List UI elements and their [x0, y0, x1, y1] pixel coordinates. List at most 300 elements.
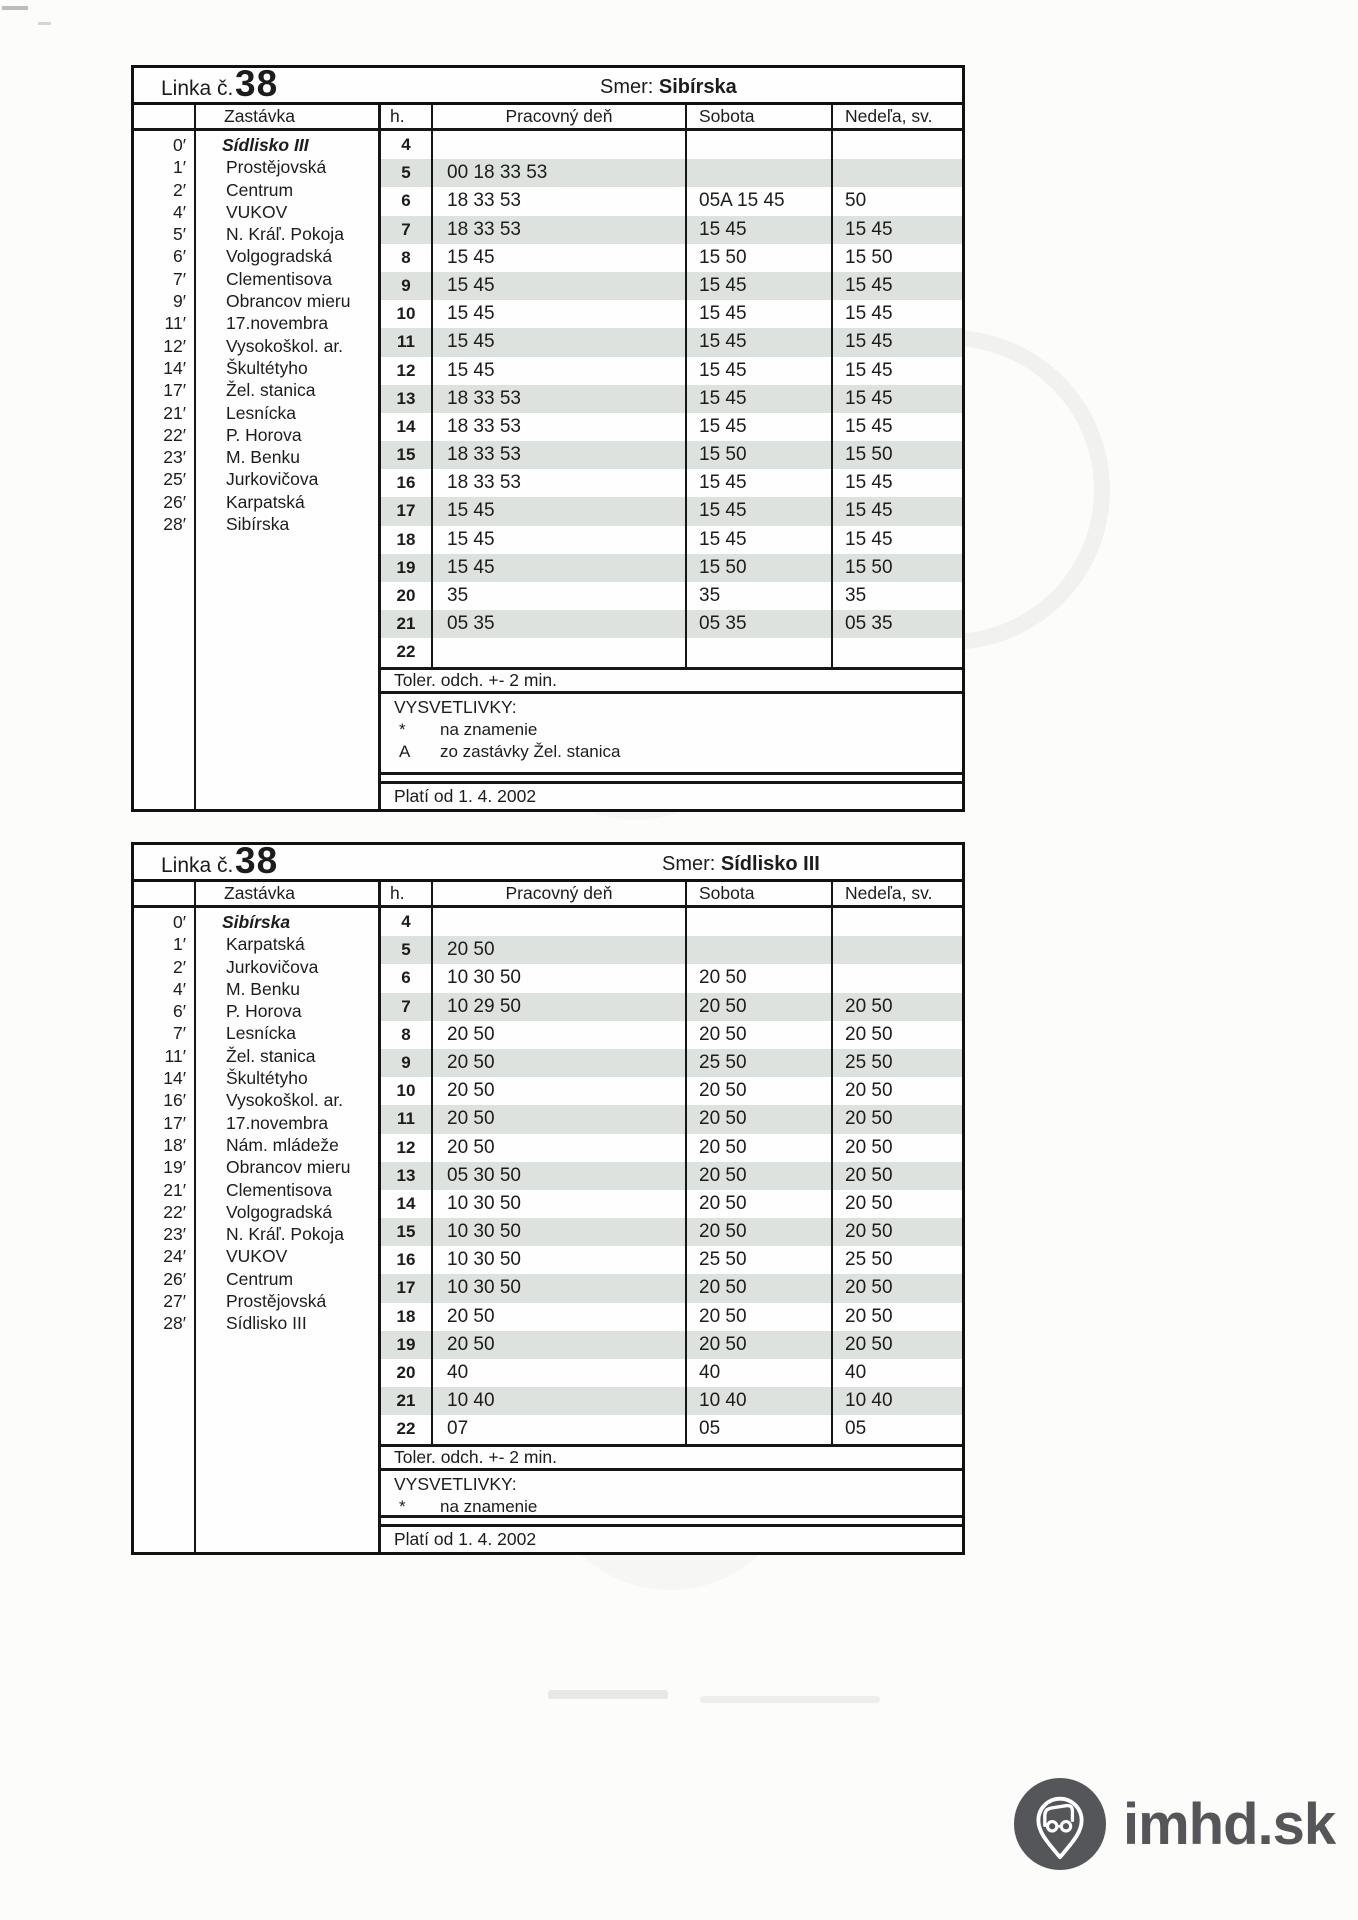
sunday-times: 25 50: [831, 1049, 962, 1077]
stop-minute-mark: 17′: [163, 1112, 186, 1133]
workday-times: 20 50: [431, 936, 685, 964]
stop-name: Sídlisko III: [226, 1313, 307, 1334]
timetable-body: [134, 105, 962, 809]
workday-times: 20 50: [431, 1331, 685, 1359]
stop-name: N. Kráľ. Pokoja: [226, 224, 344, 245]
sunday-times: 50: [831, 187, 962, 215]
sunday-times: [831, 638, 962, 666]
sunday-times: 15 50: [831, 244, 962, 272]
stop-minute-mark: 11′: [164, 1045, 186, 1066]
hour-column-header: h.: [390, 106, 405, 126]
workday-times: 15 45: [431, 526, 685, 554]
hour-label: 17: [396, 1278, 416, 1298]
saturday-times: 15 50: [685, 244, 831, 272]
imhd-logo: [1014, 1778, 1335, 1870]
hour-column-header: h.: [390, 883, 405, 903]
stop-name: N. Kráľ. Pokoja: [226, 1224, 344, 1245]
hour-label: 7: [401, 996, 411, 1016]
smer-word: Smer:: [600, 76, 654, 98]
workday-times: 18 33 53: [431, 413, 685, 441]
direction-label: [600, 76, 737, 99]
sunday-times: 20 50: [831, 1162, 962, 1190]
hour-label: 14: [396, 416, 416, 436]
stop-name: Obrancov mieru: [226, 291, 351, 312]
stop-name: Sídlisko III: [222, 135, 309, 155]
hour-row: [381, 1415, 962, 1443]
stop-name: Vysokoškol. ar.: [226, 1090, 344, 1111]
workday-times: 05 35: [431, 610, 685, 638]
line-label: Linka č.: [161, 77, 234, 100]
stop-minute-mark: 14′: [163, 1068, 186, 1089]
workday-column-header: Pracovný deň: [431, 882, 685, 905]
saturday-times: 20 50: [685, 1331, 831, 1359]
hour-label: 10: [396, 1081, 416, 1101]
stop-minute-mark: 7′: [172, 1023, 186, 1044]
hour-row: [381, 497, 962, 525]
saturday-times: [685, 908, 831, 936]
schedule-grid: [381, 105, 962, 809]
sunday-times: 20 50: [831, 993, 962, 1021]
workday-times: 10 30 50: [431, 1218, 685, 1246]
workday-times: 18 33 53: [431, 385, 685, 413]
schedule-header-row: [381, 882, 962, 908]
hour-label: 20: [396, 1363, 416, 1382]
hour-row: [381, 554, 962, 582]
hour-row: [381, 272, 962, 300]
sunday-times: 15 50: [831, 554, 962, 582]
hour-row: [381, 187, 962, 215]
sunday-times: 15 45: [831, 272, 962, 300]
stop-minute-mark: 22′: [163, 1201, 186, 1222]
stop-name: Volgogradská: [226, 1201, 333, 1222]
saturday-times: 15 45: [685, 272, 831, 300]
saturday-times: 25 50: [685, 1246, 831, 1274]
saturday-times: 25 50: [685, 1049, 831, 1077]
stop-name: VUKOV: [226, 201, 288, 222]
hour-row: [381, 1359, 962, 1387]
stop-minute-mark: 4′: [172, 978, 186, 999]
direction-name: Sídlisko III: [720, 853, 820, 875]
stop-name: Vysokoškol. ar.: [226, 335, 344, 356]
hour-row: [381, 357, 962, 385]
saturday-times: 10 40: [685, 1387, 831, 1415]
sunday-times: 20 50: [831, 1218, 962, 1246]
hour-row: [381, 1134, 962, 1162]
sunday-times: 15 45: [831, 469, 962, 497]
line-number: 38: [235, 63, 279, 104]
saturday-times: 20 50: [685, 993, 831, 1021]
travel-minutes-column: [134, 882, 196, 1552]
saturday-times: 15 45: [685, 497, 831, 525]
hour-row: [381, 328, 962, 356]
workday-times: 35: [431, 582, 685, 610]
stop-name: VUKOV: [226, 1246, 288, 1267]
stop-minute-mark: 18′: [163, 1134, 186, 1155]
legend-text: zo zastávky Žel. stanica: [440, 741, 621, 761]
direction-name: Sibírska: [658, 76, 737, 98]
legend-entry: [394, 719, 962, 741]
hour-row: [381, 964, 962, 992]
stop-minute-mark: 12′: [163, 335, 186, 356]
workday-times: 18 33 53: [431, 441, 685, 469]
hour-row: [381, 469, 962, 497]
hour-row: [381, 936, 962, 964]
stop-minute-mark: 7′: [172, 268, 186, 289]
hour-row: [381, 1077, 962, 1105]
direction-label: [662, 853, 820, 876]
hour-label: 5: [401, 163, 411, 183]
timetable-title-bar: [134, 840, 962, 882]
saturday-times: 15 45: [685, 385, 831, 413]
sunday-times: 20 50: [831, 1274, 962, 1302]
timetable-smer-sidlisko-iii: [131, 842, 965, 1555]
legend-title: VYSVETLIVKY:: [394, 1473, 517, 1494]
workday-times: 15 45: [431, 300, 685, 328]
stop-name: Škultétyho: [226, 357, 308, 378]
stop-minute-mark: 16′: [163, 1090, 186, 1111]
travel-minutes-column: [134, 105, 196, 809]
stop-minute-mark: 5′: [172, 224, 186, 245]
workday-times: 10 30 50: [431, 1274, 685, 1302]
saturday-times: 15 45: [685, 300, 831, 328]
stop-minute-mark: 1′: [172, 157, 186, 178]
saturday-times: 20 50: [685, 1162, 831, 1190]
workday-times: 40: [431, 1359, 685, 1387]
workday-column-header: Pracovný deň: [431, 105, 685, 128]
saturday-times: [685, 638, 831, 666]
sunday-times: 20 50: [831, 1134, 962, 1162]
sunday-column-header: Nedeľa, sv.: [831, 105, 962, 128]
saturday-times: 15 45: [685, 216, 831, 244]
workday-times: 15 45: [431, 554, 685, 582]
sunday-times: 15 45: [831, 357, 962, 385]
sunday-times: 15 45: [831, 526, 962, 554]
minutes-header-empty: [134, 105, 194, 131]
stop-minute-mark: 6′: [172, 1001, 186, 1022]
stop-minute-mark: 2′: [172, 956, 186, 977]
legend-box: [381, 1468, 962, 1518]
stop-name: P. Horova: [226, 1001, 302, 1022]
hour-row: [381, 1105, 962, 1133]
workday-times: 10 30 50: [431, 1190, 685, 1218]
saturday-times: 15 45: [685, 357, 831, 385]
sunday-times: 05 35: [831, 610, 962, 638]
hour-row: [381, 1331, 962, 1359]
stop-minute-mark: 27′: [163, 1291, 186, 1312]
stop-minute-mark: 23′: [163, 1224, 186, 1245]
stop-name: Clementisova: [226, 1179, 333, 1200]
workday-times: [431, 131, 685, 159]
hour-row: [381, 1162, 962, 1190]
hour-row: [381, 216, 962, 244]
hour-label: 18: [396, 529, 416, 549]
hour-label: 15: [396, 445, 416, 465]
stop-name: Prostějovská: [226, 1291, 327, 1312]
legend-entry: [394, 741, 962, 763]
hour-label: 7: [401, 219, 411, 239]
scan-smudge: [700, 1696, 880, 1703]
workday-times: 10 30 50: [431, 1246, 685, 1274]
hour-row: [381, 1190, 962, 1218]
scan-speck: [38, 22, 51, 25]
hour-label: 4: [401, 135, 411, 154]
workday-times: 20 50: [431, 1049, 685, 1077]
sunday-times: 25 50: [831, 1246, 962, 1274]
hour-label: 8: [401, 1024, 411, 1044]
hour-row: [381, 1303, 962, 1331]
saturday-times: [685, 936, 831, 964]
stop-name: Volgogradská: [226, 246, 333, 267]
scan-smudge: [548, 1690, 668, 1699]
sunday-times: 20 50: [831, 1077, 962, 1105]
legend-text: na znamenie: [440, 719, 538, 739]
hour-row: [381, 1021, 962, 1049]
saturday-times: 40: [685, 1359, 831, 1387]
stops-column: [196, 882, 381, 1552]
hour-label: 18: [396, 1306, 416, 1326]
hour-row: [381, 244, 962, 272]
sunday-times: 05: [831, 1415, 962, 1443]
sunday-times: 20 50: [831, 1190, 962, 1218]
stop-name: Lesnícka: [226, 1023, 297, 1044]
hour-label: 12: [396, 360, 416, 380]
saturday-column-header: Sobota: [685, 882, 831, 905]
stop-name: Lesnícka: [226, 402, 297, 423]
hour-label: 10: [396, 304, 416, 324]
hour-label: 19: [396, 557, 416, 577]
stop-name: Clementisova: [226, 268, 333, 289]
workday-times: 15 45: [431, 272, 685, 300]
legend-text: na znamenie: [440, 1496, 538, 1516]
sunday-times: 15 45: [831, 385, 962, 413]
sunday-times: 10 40: [831, 1387, 962, 1415]
stop-minute-mark: 23′: [163, 447, 186, 468]
sunday-times: 15 45: [831, 413, 962, 441]
hour-row: [381, 908, 962, 936]
minutes-header-empty: [134, 882, 194, 908]
stop-name: M. Benku: [226, 978, 300, 999]
stop-minute-mark: 28′: [163, 514, 186, 535]
workday-times: 20 50: [431, 1105, 685, 1133]
stop-name: M. Benku: [226, 447, 300, 468]
stop-minute-mark: 14′: [163, 357, 186, 378]
brand-wordmark: imhd.sk: [1123, 1791, 1336, 1857]
hour-row: [381, 131, 962, 159]
hour-label: 9: [401, 1052, 411, 1072]
schedule-header-row: [381, 105, 962, 131]
stop-minute-mark: 0′: [172, 135, 186, 155]
saturday-times: 20 50: [685, 1021, 831, 1049]
sunday-times: [831, 964, 962, 992]
stop-name: Karpatská: [226, 934, 305, 955]
hour-label: 8: [401, 247, 411, 267]
hour-label: 15: [396, 1222, 416, 1242]
sunday-times: [831, 908, 962, 936]
hour-label: 9: [401, 275, 411, 295]
hour-label: 22: [396, 1419, 416, 1439]
sunday-times: 15 50: [831, 441, 962, 469]
stop-minute-mark: 6′: [172, 246, 186, 267]
stop-name: Žel. stanica: [226, 1045, 316, 1066]
workday-times: 07: [431, 1415, 685, 1443]
stop-name: Centrum: [226, 179, 294, 200]
saturday-times: 15 45: [685, 328, 831, 356]
workday-times: 15 45: [431, 497, 685, 525]
stop-name: Žel. stanica: [226, 380, 316, 401]
stop-name: 17.novembra: [226, 1112, 329, 1133]
hour-label: 14: [396, 1193, 416, 1213]
hour-label: 16: [396, 1250, 416, 1270]
legend-symbol: A: [399, 741, 411, 761]
saturday-times: 15 50: [685, 554, 831, 582]
sunday-times: [831, 936, 962, 964]
saturday-times: 20 50: [685, 1218, 831, 1246]
saturday-column-header: Sobota: [685, 105, 831, 128]
stop-name: Škultétyho: [226, 1068, 308, 1089]
sunday-times: 20 50: [831, 1303, 962, 1331]
stop-name: Prostějovská: [226, 157, 327, 178]
sunday-times: 15 45: [831, 497, 962, 525]
stops-column: [196, 105, 381, 809]
workday-times: 15 45: [431, 244, 685, 272]
hour-label: 20: [396, 586, 416, 605]
saturday-times: [685, 131, 831, 159]
hour-label: 19: [396, 1334, 416, 1354]
saturday-times: 15 45: [685, 469, 831, 497]
sunday-times: 15 45: [831, 216, 962, 244]
stop-name: Sibírska: [226, 514, 290, 535]
stop-minute-mark: 1′: [172, 934, 186, 955]
stop-name: 17.novembra: [226, 313, 329, 334]
hour-label: 13: [396, 388, 416, 408]
line-number: 38: [235, 840, 279, 881]
hour-row: [381, 610, 962, 638]
workday-times: 18 33 53: [431, 216, 685, 244]
hour-row: [381, 1049, 962, 1077]
hour-row: [381, 582, 962, 610]
hour-row: [381, 1274, 962, 1302]
stop-name: Jurkovičova: [226, 469, 319, 490]
hour-row: [381, 159, 962, 187]
workday-times: 20 50: [431, 1021, 685, 1049]
sunday-times: 20 50: [831, 1021, 962, 1049]
saturday-times: 20 50: [685, 1077, 831, 1105]
workday-times: 15 45: [431, 328, 685, 356]
stop-minute-mark: 17′: [163, 380, 186, 401]
hour-label: 4: [401, 912, 411, 931]
workday-times: 10 30 50: [431, 964, 685, 992]
hour-row: [381, 526, 962, 554]
saturday-times: 20 50: [685, 1303, 831, 1331]
hour-label: 21: [396, 614, 416, 634]
saturday-times: [685, 159, 831, 187]
validity-note: Platí od 1. 4. 2002: [381, 781, 962, 809]
hour-label: 11: [397, 1109, 415, 1129]
tolerance-note: Toler. odch. +- 2 min.: [381, 667, 962, 691]
stop-minute-mark: 0′: [172, 912, 186, 932]
stops-column-header: Zastávka: [196, 105, 378, 131]
saturday-times: 15 45: [685, 526, 831, 554]
saturday-times: 35: [685, 582, 831, 610]
hour-row: [381, 385, 962, 413]
schedule-grid: [381, 882, 962, 1552]
tolerance-note: Toler. odch. +- 2 min.: [381, 1444, 962, 1468]
workday-times: 18 33 53: [431, 469, 685, 497]
hour-label: 17: [396, 501, 416, 521]
stop-minute-mark: 25′: [163, 469, 186, 490]
stop-minute-mark: 26′: [163, 1268, 186, 1289]
sunday-times: [831, 159, 962, 187]
stops-column-header: Zastávka: [196, 882, 378, 908]
stop-minute-mark: 19′: [163, 1157, 186, 1178]
workday-times: [431, 908, 685, 936]
workday-times: 10 29 50: [431, 993, 685, 1021]
saturday-times: 05: [685, 1415, 831, 1443]
stop-minute-mark: 2′: [172, 179, 186, 200]
hour-row: [381, 413, 962, 441]
timetable-smer-sibirska: [131, 65, 965, 812]
hour-label: 6: [401, 968, 411, 988]
hour-row: [381, 300, 962, 328]
hour-row: [381, 638, 962, 666]
hour-row: [381, 1218, 962, 1246]
stop-minute-mark: 9′: [172, 291, 186, 312]
sunday-times: 20 50: [831, 1331, 962, 1359]
hour-label: 11: [397, 332, 415, 352]
saturday-times: 15 45: [685, 413, 831, 441]
stop-minute-mark: 21′: [163, 1179, 186, 1200]
saturday-times: 20 50: [685, 964, 831, 992]
stop-name: Sibírska: [222, 912, 291, 932]
sunday-column-header: Nedeľa, sv.: [831, 882, 962, 905]
stop-minute-mark: 22′: [163, 424, 186, 445]
workday-times: 18 33 53: [431, 187, 685, 215]
saturday-times: 05 35: [685, 610, 831, 638]
workday-times: 15 45: [431, 357, 685, 385]
sunday-times: 40: [831, 1359, 962, 1387]
sunday-times: 35: [831, 582, 962, 610]
workday-times: 10 40: [431, 1387, 685, 1415]
timetable-title-bar: [134, 63, 962, 105]
stop-minute-mark: 11′: [164, 313, 186, 334]
workday-times: [431, 638, 685, 666]
stop-name: Centrum: [226, 1268, 294, 1289]
saturday-times: 20 50: [685, 1274, 831, 1302]
hour-row: [381, 1387, 962, 1415]
hour-label: 5: [401, 940, 411, 960]
hour-label: 21: [396, 1391, 416, 1411]
validity-note: Platí od 1. 4. 2002: [381, 1524, 962, 1552]
sunday-times: 15 45: [831, 300, 962, 328]
workday-times: 20 50: [431, 1303, 685, 1331]
legend-symbol: *: [399, 719, 406, 739]
stop-name: Karpatská: [226, 491, 305, 512]
legend-box: [381, 691, 962, 775]
stop-name: Jurkovičova: [226, 956, 319, 977]
smer-word: Smer:: [662, 853, 716, 875]
stop-name: P. Horova: [226, 424, 302, 445]
stop-name: Nám. mládeže: [226, 1134, 339, 1155]
scan-speck: [2, 6, 28, 10]
sunday-times: [831, 131, 962, 159]
stop-minute-mark: 26′: [163, 491, 186, 512]
hour-label: 13: [396, 1165, 416, 1185]
sunday-times: 15 45: [831, 328, 962, 356]
stop-name: Obrancov mieru: [226, 1157, 351, 1178]
saturday-times: 20 50: [685, 1190, 831, 1218]
workday-times: 20 50: [431, 1134, 685, 1162]
workday-times: 00 18 33 53: [431, 159, 685, 187]
